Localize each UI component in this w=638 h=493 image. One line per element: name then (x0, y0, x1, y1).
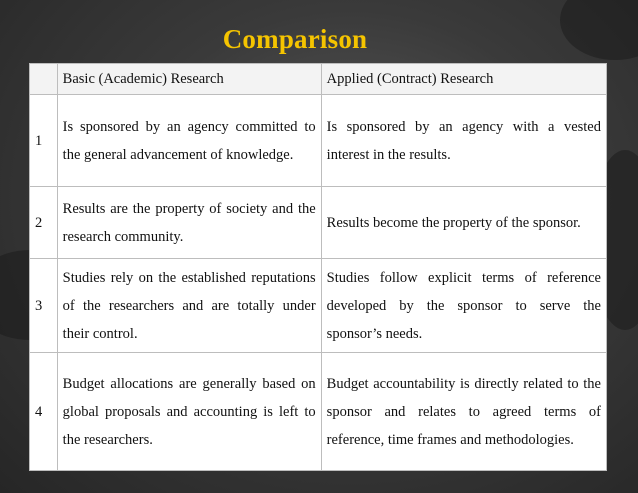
table-header-row (30, 64, 607, 95)
header-basic-research: Basic (Academic) Research (57, 64, 321, 95)
header-applied-research: Applied (Contract) Research (321, 64, 606, 95)
slide-title: Comparison (222, 24, 368, 54)
row-number: 1 (30, 95, 58, 187)
table-row (30, 95, 607, 187)
row-number: 4 (30, 353, 58, 471)
basic-research-cell: Results are the property of society and the research community. (57, 187, 321, 259)
applied-research-cell: Results become the property of the sponsor. (321, 187, 606, 259)
applied-research-cell: Is sponsored by an agency with a vested interest in the results. (321, 95, 606, 187)
basic-research-cell: Budget allocations are generally based on global proposals and accounting is left to the researchers. (57, 353, 321, 471)
header-cell-empty (30, 64, 58, 95)
table-row (30, 187, 607, 259)
basic-research-cell: Is sponsored by an agency committed to the general advancement of knowledge. (57, 95, 321, 187)
row-number: 2 (30, 187, 58, 259)
table-row (30, 259, 607, 353)
comparison-table (29, 63, 607, 471)
row-number: 3 (30, 259, 58, 353)
basic-research-cell: Studies rely on the established reputations of the researchers and are totally under their control. (57, 259, 321, 353)
table-row (30, 353, 607, 471)
applied-research-cell: Budget accountability is directly related to the sponsor and relates to agreed terms of reference, time frames and methodologies. (321, 353, 606, 471)
applied-research-cell: Studies follow explicit terms of reference developed by the sponsor to serve the sponsor’s needs. (321, 259, 606, 353)
